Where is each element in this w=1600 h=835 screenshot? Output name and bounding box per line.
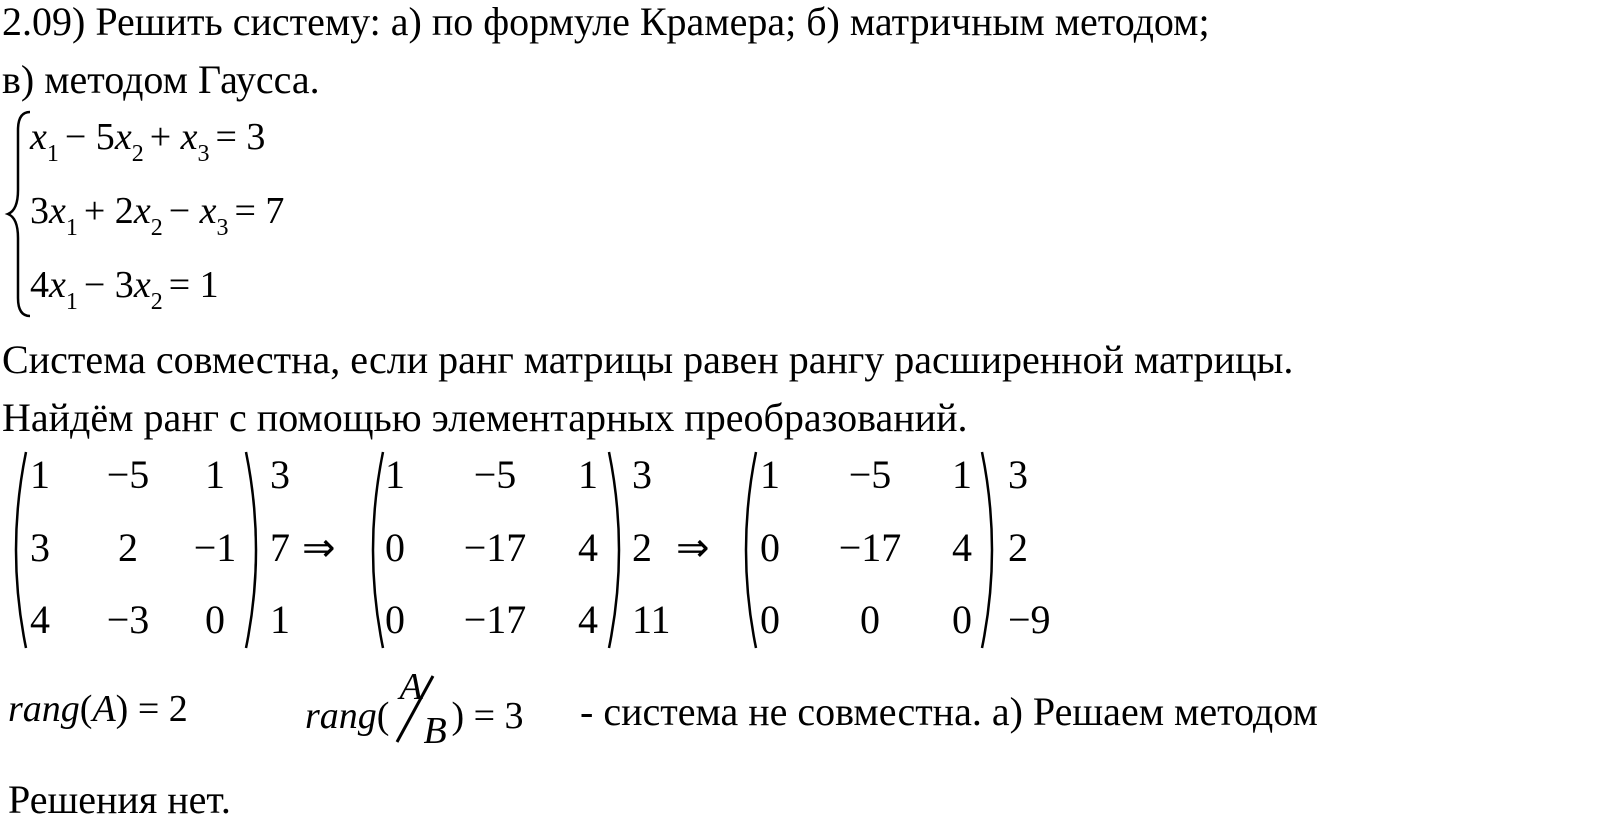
matrix-rhs-value: 7: [270, 525, 290, 570]
matrix-cell: −3: [106, 597, 150, 642]
matrix-cell: 2: [118, 525, 138, 570]
consistency-note: Система совместна, если ранг матрицы равен рангу расширенной матрицы.: [2, 337, 1294, 382]
implies-arrow: ⇒: [302, 525, 336, 570]
matrix-cell: 0: [385, 597, 405, 642]
matrix-cell: 1: [578, 452, 598, 497]
equation-2: $3x_1 + 2x_2 - x_3 = 7$: [30, 190, 285, 241]
matrix-rhs-value: 1: [270, 597, 290, 642]
matrix-rhs-value: 11: [632, 597, 671, 642]
matrix-cell: 0: [205, 597, 225, 642]
no-solution-text: Решения нет.: [8, 777, 231, 822]
matrix-cell: 3: [30, 525, 50, 570]
matrix-cell: 1: [30, 452, 50, 497]
matrix-cell: −5: [473, 452, 517, 497]
matrix-rhs-value: 2: [1008, 525, 1028, 570]
matrix-rhs-value: 3: [632, 452, 652, 497]
rank-method-note: Найдём ранг с помощью элементарных преобразований.: [2, 395, 968, 440]
problem-title: 2.09) Решить систему: а) по формуле Крамера; б) матричным методом;: [2, 0, 1210, 44]
equation-3: $4x_1 - 3x_2 = 1$: [30, 264, 219, 315]
matrix-cell: 4: [578, 525, 598, 570]
matrix-cell: −5: [106, 452, 150, 497]
matrix-cell: −17: [838, 525, 902, 570]
rank-conclusion: - система не совместна. а) Решаем методом: [580, 689, 1318, 734]
matrix-cell: 0: [760, 597, 780, 642]
matrix-cell: 1: [385, 452, 405, 497]
matrix-rhs-value: 3: [1008, 452, 1028, 497]
matrix-cell: −1: [193, 525, 237, 570]
matrix-cell: 1: [760, 452, 780, 497]
rank-a: rang(A) = 2: [8, 688, 188, 730]
matrix-cell: 0: [952, 597, 972, 642]
matrix-cell: 0: [860, 597, 880, 642]
matrix-rhs-value: 2: [632, 525, 652, 570]
matrix-cell: 0: [760, 525, 780, 570]
matrix-cell: 4: [952, 525, 972, 570]
matrix-cell: 4: [578, 597, 598, 642]
matrix-cell: 4: [30, 597, 50, 642]
matrix-cell: −17: [463, 597, 527, 642]
matrix-cell: 1: [952, 452, 972, 497]
problem-subtitle: в) методом Гаусса.: [2, 57, 320, 102]
matrix-rhs-value: −9: [1008, 597, 1051, 642]
matrix-cell: 1: [205, 452, 225, 497]
implies-arrow: ⇒: [676, 525, 710, 570]
matrix-cell: 0: [385, 525, 405, 570]
matrix-cell: −17: [463, 525, 527, 570]
rank-augmented: rang( A B ) = 3: [305, 666, 524, 752]
equation-1: $x_1 - 5x_2 + x_3 = 3$: [30, 116, 266, 167]
matrix-cell: −5: [848, 452, 892, 497]
matrix-rhs-value: 3: [270, 452, 290, 497]
